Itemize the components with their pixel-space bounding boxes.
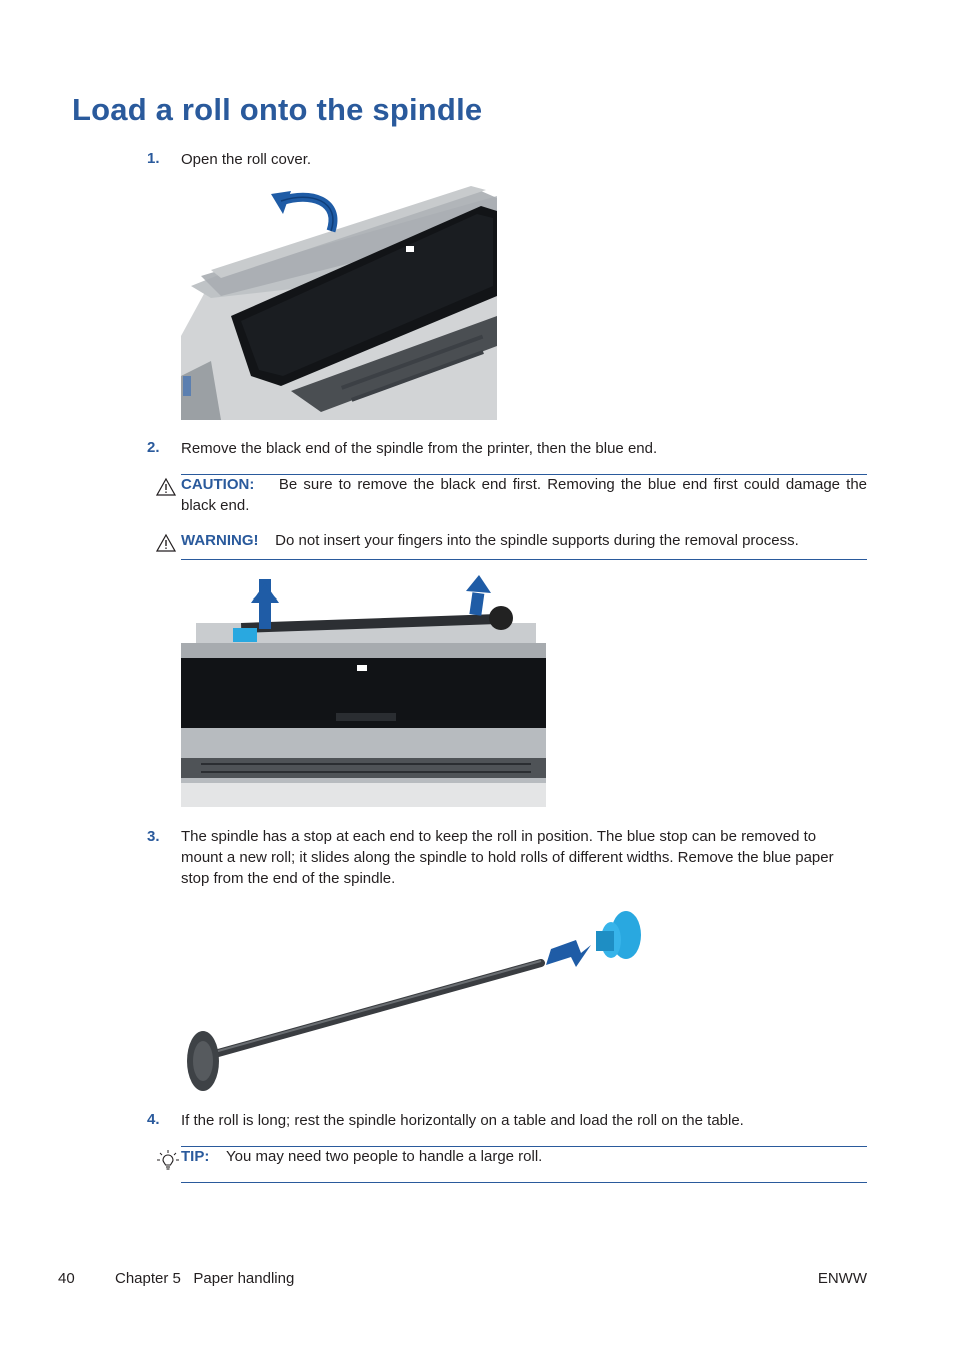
footer-chapter: Chapter 5 Paper handling [115, 1270, 295, 1287]
tip-bottom-rule [181, 1182, 867, 1183]
lightbulb-icon [156, 1149, 180, 1173]
step-1-number: 1. [147, 150, 160, 167]
footer-enww: ENWW [817, 1270, 867, 1287]
open-roll-cover-illustration [181, 186, 497, 420]
warning-label: WARNING! [181, 532, 259, 549]
footer-page-number: 40 [58, 1270, 75, 1287]
caution-note [181, 474, 867, 516]
step-2-text: Remove the black end of the spindle from the printer, then the blue end. [181, 440, 658, 457]
caution-text: Be sure to remove the black end first. Removing the blue end first could damage the black end. [181, 476, 868, 514]
warning-bottom-rule [181, 559, 867, 560]
remove-spindle-illustration [181, 573, 546, 807]
tip-label: TIP: [181, 1148, 210, 1165]
caution-triangle-icon [156, 477, 176, 497]
warning-note [181, 530, 867, 551]
step-3-number: 3. [147, 828, 160, 845]
tip-text: You may need two people to handle a large roll. [226, 1148, 543, 1165]
step-4-number: 4. [147, 1111, 160, 1128]
step-4-text: If the roll is long; rest the spindle horizontally on a table and load the roll on the table. [181, 1112, 744, 1129]
caution-label: CAUTION: [181, 476, 255, 493]
step-3-text: The spindle has a stop at each end to keep the roll in position. The blue stop can be removed to mount a new roll; it slides along the spindle to hold rolls of different widths. Remove the blue paper stop from the end of the spindle. [181, 828, 834, 887]
warning-triangle-icon [156, 533, 176, 553]
tip-note [181, 1146, 867, 1167]
step-2-number: 2. [147, 439, 160, 456]
warning-text: Do not insert your fingers into the spindle supports during the removal process. [275, 532, 799, 549]
page-title: Load a roll onto the spindle [72, 92, 483, 127]
spindle-blue-stop-illustration [181, 905, 646, 1095]
step-1-text: Open the roll cover. [181, 151, 312, 168]
